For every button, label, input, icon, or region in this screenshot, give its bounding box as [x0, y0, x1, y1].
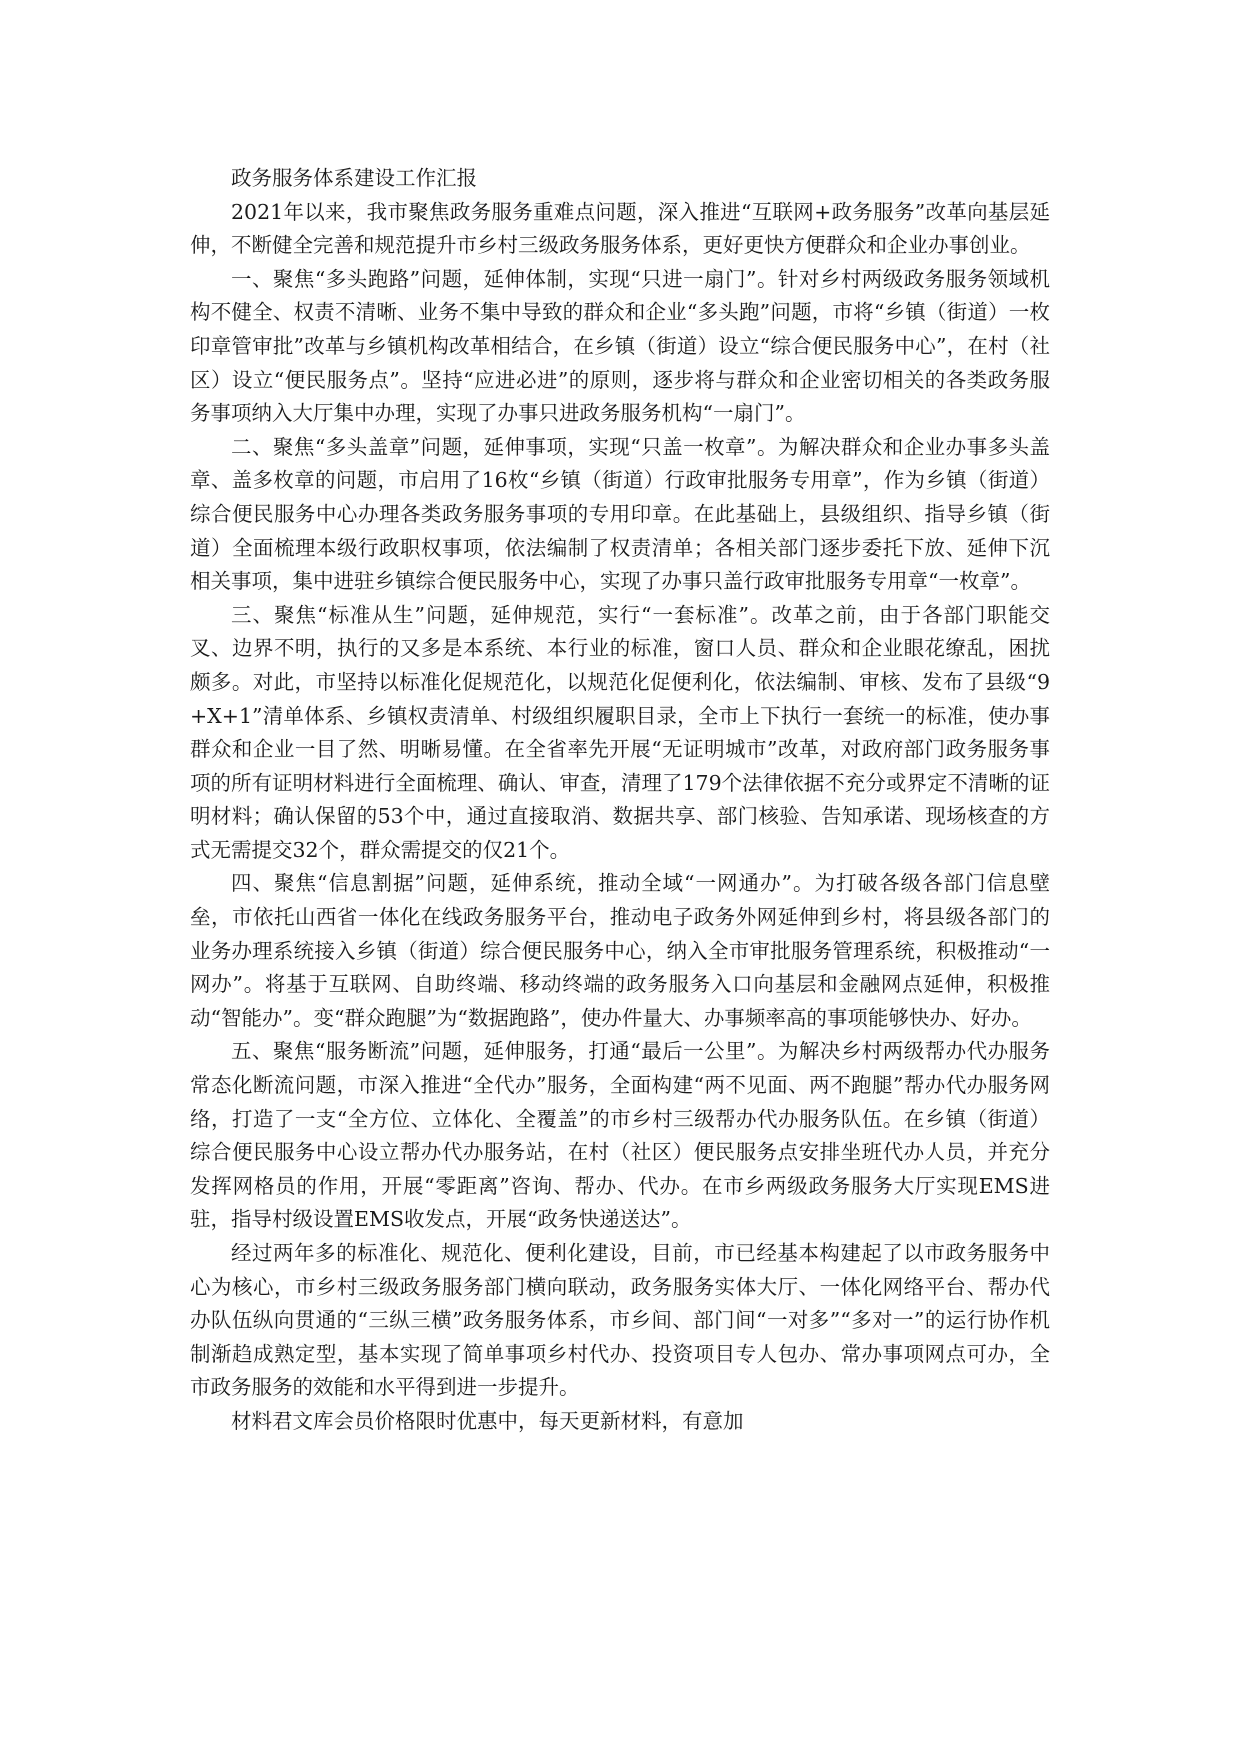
section-four-paragraph: 四、聚焦“信息割据”问题，延伸系统，推动全域“一网通办”。为打破各级各部门信息壁垒，市依托山西省一体化在线政务服务平台，推动电子政务外网延伸到乡村，将县级各部门的业务办理系统接入乡镇（街道）综合便民服务中心，纳入全市审批服务管理系统，积极推动“一网办”。将基于互联网、自助终端、移动终端的政务服务入口向基层和金融网点延伸，积极推动“智能办”。变“群众跑腿”为“数据跑路”，使办件量大、办事频率高的事项能够快办、好办。 — [190, 871, 1050, 1030]
section-three-paragraph: 三、聚焦“标准从生”问题，延伸规范，实行“一套标准”。改革之前，由于各部门职能交叉、边界不明，执行的又多是本系统、本行业的标准，窗口人员、群众和企业眼花缭乱，困扰颇多。对此，市坚持以标准化促规范化，以规范化促便利化，依法编制、审核、发布了县级“9+X+1”清单体系、乡镇权责清单、村级组织履职目录，全市上下执行一套统一的标准，使办事群众和企业一目了然、明晰易懂。在全省率先开展“无证明城市”改革，对政府部门政务服务事项的所有证明材料进行全面梳理、确认、审查，清理了179个法律依据不充分或界定不清晰的证明材料；确认保留的53个中，通过直接取消、数据共享、部门核验、告知承诺、现场核查的方式无需提交32个，群众需提交的仅21个。 — [190, 602, 1050, 862]
document-page — [190, 162, 1050, 1439]
section-five-paragraph: 五、聚焦“服务断流”问题，延伸服务，打通“最后一公里”。为解决乡村两级帮办代办服务常态化断流问题，市深入推进“全代办”服务，全面构建“两不见面、两不跑腿”帮办代办服务网络，打造了一支“全方位、立体化、全覆盖”的市乡村三级帮办代办服务队伍。在乡镇（街道）综合便民服务中心设立帮办代办服务站，在村（社区）便民服务点安排坐班代办人员，并充分发挥网格员的作用，开展“零距离”咨询、帮办、代办。在市乡两级政务服务大厅实现EMS进驻，指导村级设置EMS收发点，开展“政务快递送达”。 — [190, 1039, 1050, 1232]
intro-paragraph: 2021年以来，我市聚焦政务服务重难点问题，深入推进“互联网+政务服务”改革向基层延伸，不断健全完善和规范提升市乡村三级政务服务体系，更好更快方便群众和企业办事创业。 — [190, 199, 1050, 258]
footer-note-paragraph: 材料君文库会员价格限时优惠中，每天更新材料，有意加 — [231, 1408, 744, 1433]
section-one-paragraph: 一、聚焦“多头跑路”问题，延伸体制，实现“只进一扇门”。针对乡村两级政务服务领域机构不健全、权责不清晰、业务不集中导致的群众和企业“多头跑”问题，市将“乡镇（街道）一枚印章管审批”改革与乡镇机构改革相结合，在乡镇（街道）设立“综合便民服务中心”，在村（社区）设立“便民服务点”。坚持“应进必进”的原则，逐步将与群众和企业密切相关的各类政务服务事项纳入大厅集中办理，实现了办事只进政务服务机构“一扇门”。 — [190, 266, 1050, 426]
section-two-paragraph: 二、聚焦“多头盖章”问题，延伸事项，实现“只盖一枚章”。为解决群众和企业办事多头盖章、盖多枚章的问题，市启用了16枚“乡镇（街道）行政审批服务专用章”，作为乡镇（街道）综合便民服务中心办理各类政务服务事项的专用印章。在此基础上，县级组织、指导乡镇（街道）全面梳理本级行政职权事项，依法编制了权责清单；各相关部门逐步委托下放、延伸下沉相关事项，集中进驻乡镇综合便民服务中心，实现了办事只盖行政审批服务专用章“一枚章”。 — [190, 434, 1050, 594]
summary-paragraph: 经过两年多的标准化、规范化、便利化建设，目前，市已经基本构建起了以市政务服务中心为核心，市乡村三级政务服务部门横向联动，政务服务实体大厅、一体化网络平台、帮办代办队伍纵向贯通的“三纵三横”政务服务体系，市乡间、部门间“一对多”“多对一”的运行协作机制渐趋成熟定型，基本实现了简单事项乡村代办、投资项目专人包办、常办事项网点可办，全市政务服务的效能和水平得到进一步提升。 — [190, 1241, 1050, 1400]
document-title: 政务服务体系建设工作汇报 — [231, 166, 477, 190]
